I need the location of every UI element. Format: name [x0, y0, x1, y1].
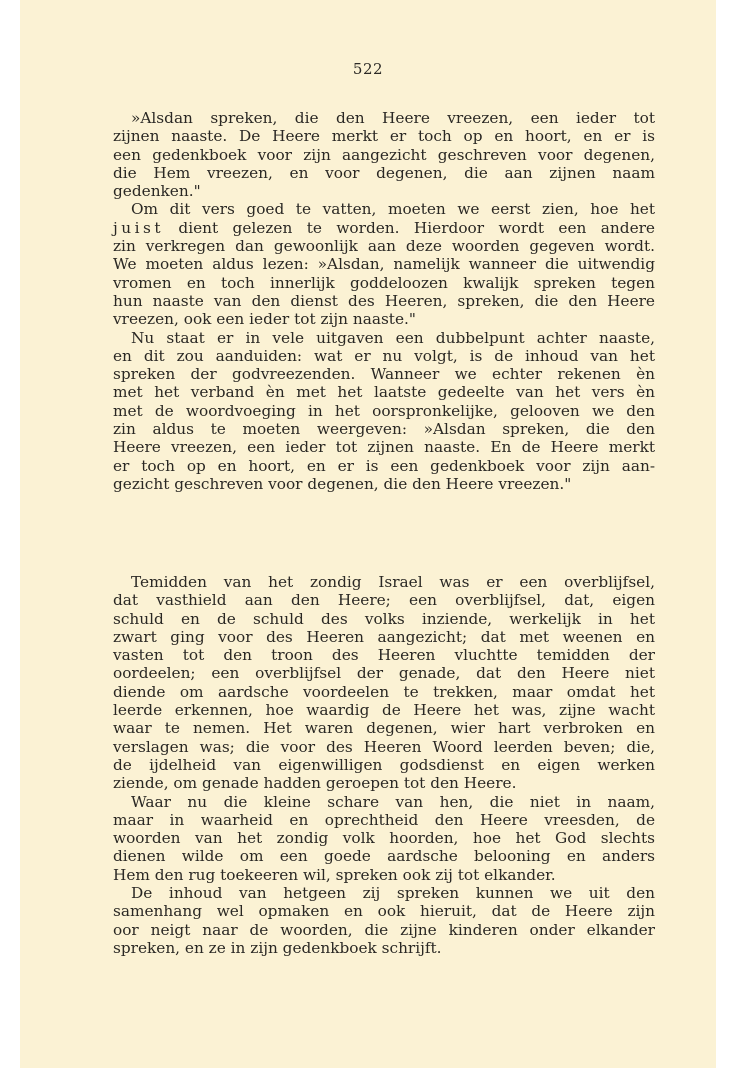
text-line: die Hem vreezen, en voor degenen, die aan zijnen naam	[113, 163, 655, 182]
text-line: met de woordvoeging in het oorspronkelijke, gelooven we den	[113, 401, 655, 420]
text-line: oor neigt naar de woorden, die zijne kinderen onder elkander	[113, 920, 655, 939]
text-line: verslagen was; die voor des Heeren Woord leerden beven; die,	[113, 737, 655, 756]
text-line: hun naaste van den dienst des Heeren, spreken, die den Heere	[113, 291, 655, 310]
text-line: vasten tot den troon des Heeren vluchtte temidden der	[113, 646, 655, 665]
text-line-rest: dient gelezen te worden. Hierdoor wordt een andere	[178, 218, 655, 237]
text-line: dienen wilde om een goede aardsche belooning en anders	[113, 847, 655, 866]
page-number: 522	[352, 60, 384, 78]
text-line: »Alsdan spreken, die den Heere vreezen, een ieder tot	[131, 109, 655, 127]
text-line: zijnen naaste. De Heere merkt er toch op en hoort, en er is	[113, 127, 655, 146]
text-line: schuld en de schuld des volks inziende, werkelijk in het	[113, 609, 655, 628]
text-line	[113, 219, 655, 237]
text-line: leerde erkennen, hoe waardig de Heere het was, zijne wacht	[113, 701, 655, 720]
text-line: woorden van het zondig volk hoorden, hoe het God slechts	[113, 829, 655, 848]
text-line: Hem den rug toekeeren wil, spreken ook zij tot elkander.	[113, 865, 556, 884]
text-line: maar in waarheid en oprechtheid den Heere vreesden, de	[113, 810, 655, 829]
emphasis-word: juist	[113, 218, 164, 237]
text-line: de ijdelheid van eigenwilligen godsdienst en eigen werken	[113, 755, 655, 774]
text-line: Heere vreezen, een ieder tot zijnen naaste. En de Heere merkt	[113, 438, 655, 457]
text-line: Temidden van het zondig Israel was er een overblijfsel,	[131, 573, 655, 591]
text-line: ziende, om genade hadden geroepen tot den Heere.	[113, 774, 517, 793]
text-line: samenhang wel opmaken en ook hieruit, dat de Heere zijn	[113, 902, 655, 921]
text-line: We moeten aldus lezen: »Alsdan, namelijk wanneer die uitwendig	[113, 255, 655, 274]
text-line: gezicht geschreven voor degenen, die den Heere vreezen."	[113, 474, 572, 493]
text-line: dat vasthield aan den Heere; een overblijfsel, dat, eigen	[113, 591, 655, 610]
text-line: Nu staat er in vele uitgaven een dubbelpunt achter naaste,	[131, 328, 655, 347]
text-line: waar te nemen. Het waren degenen, wier hart verbroken en	[113, 719, 655, 738]
text-line: De inhoud van hetgeen zij spreken kunnen we uit den	[131, 884, 655, 903]
text-line: een gedenkboek voor zijn aangezicht geschreven voor degenen,	[113, 145, 655, 164]
text-line: en dit zou aanduiden: wat er nu volgt, is de inhoud van het	[113, 346, 655, 365]
text-line: vromen en toch innerlijk goddeloozen kwalijk spreken tegen	[113, 273, 655, 292]
text-line: met het verband èn met het laatste gedeelte van het vers èn	[113, 383, 655, 402]
text-line: zin verkregen dan gewoonlijk aan deze woorden gegeven wordt.	[113, 237, 655, 256]
text-line: gedenken."	[113, 182, 201, 201]
text-line: er toch op en hoort, en er is een gedenkboek voor zijn aan-	[113, 456, 655, 475]
text-line: Waar nu die kleine schare van hen, die niet in naam,	[131, 792, 655, 811]
text-line: Om dit vers goed te vatten, moeten we eerst zien, hoe het	[131, 200, 655, 219]
book-page	[20, 0, 716, 1068]
text-line: zin aldus te moeten weergeven: »Alsdan spreken, die den	[113, 420, 655, 439]
text-line: vreezen, ook een ieder tot zijn naaste."	[113, 310, 416, 329]
text-line: zwart ging voor des Heeren aangezicht; dat met weenen en	[113, 627, 655, 646]
text-line: diende om aardsche voordeelen te trekken, maar omdat het	[113, 682, 655, 701]
section-1-text	[113, 109, 655, 493]
text-line: spreken der godvreezenden. Wanneer we echter rekenen èn	[113, 365, 655, 384]
section-2-text	[113, 573, 655, 957]
text-line: oordeelen; een overblijfsel der genade, dat den Heere niet	[113, 664, 655, 683]
text-line: spreken, en ze in zijn gedenkboek schrijft.	[113, 938, 442, 957]
